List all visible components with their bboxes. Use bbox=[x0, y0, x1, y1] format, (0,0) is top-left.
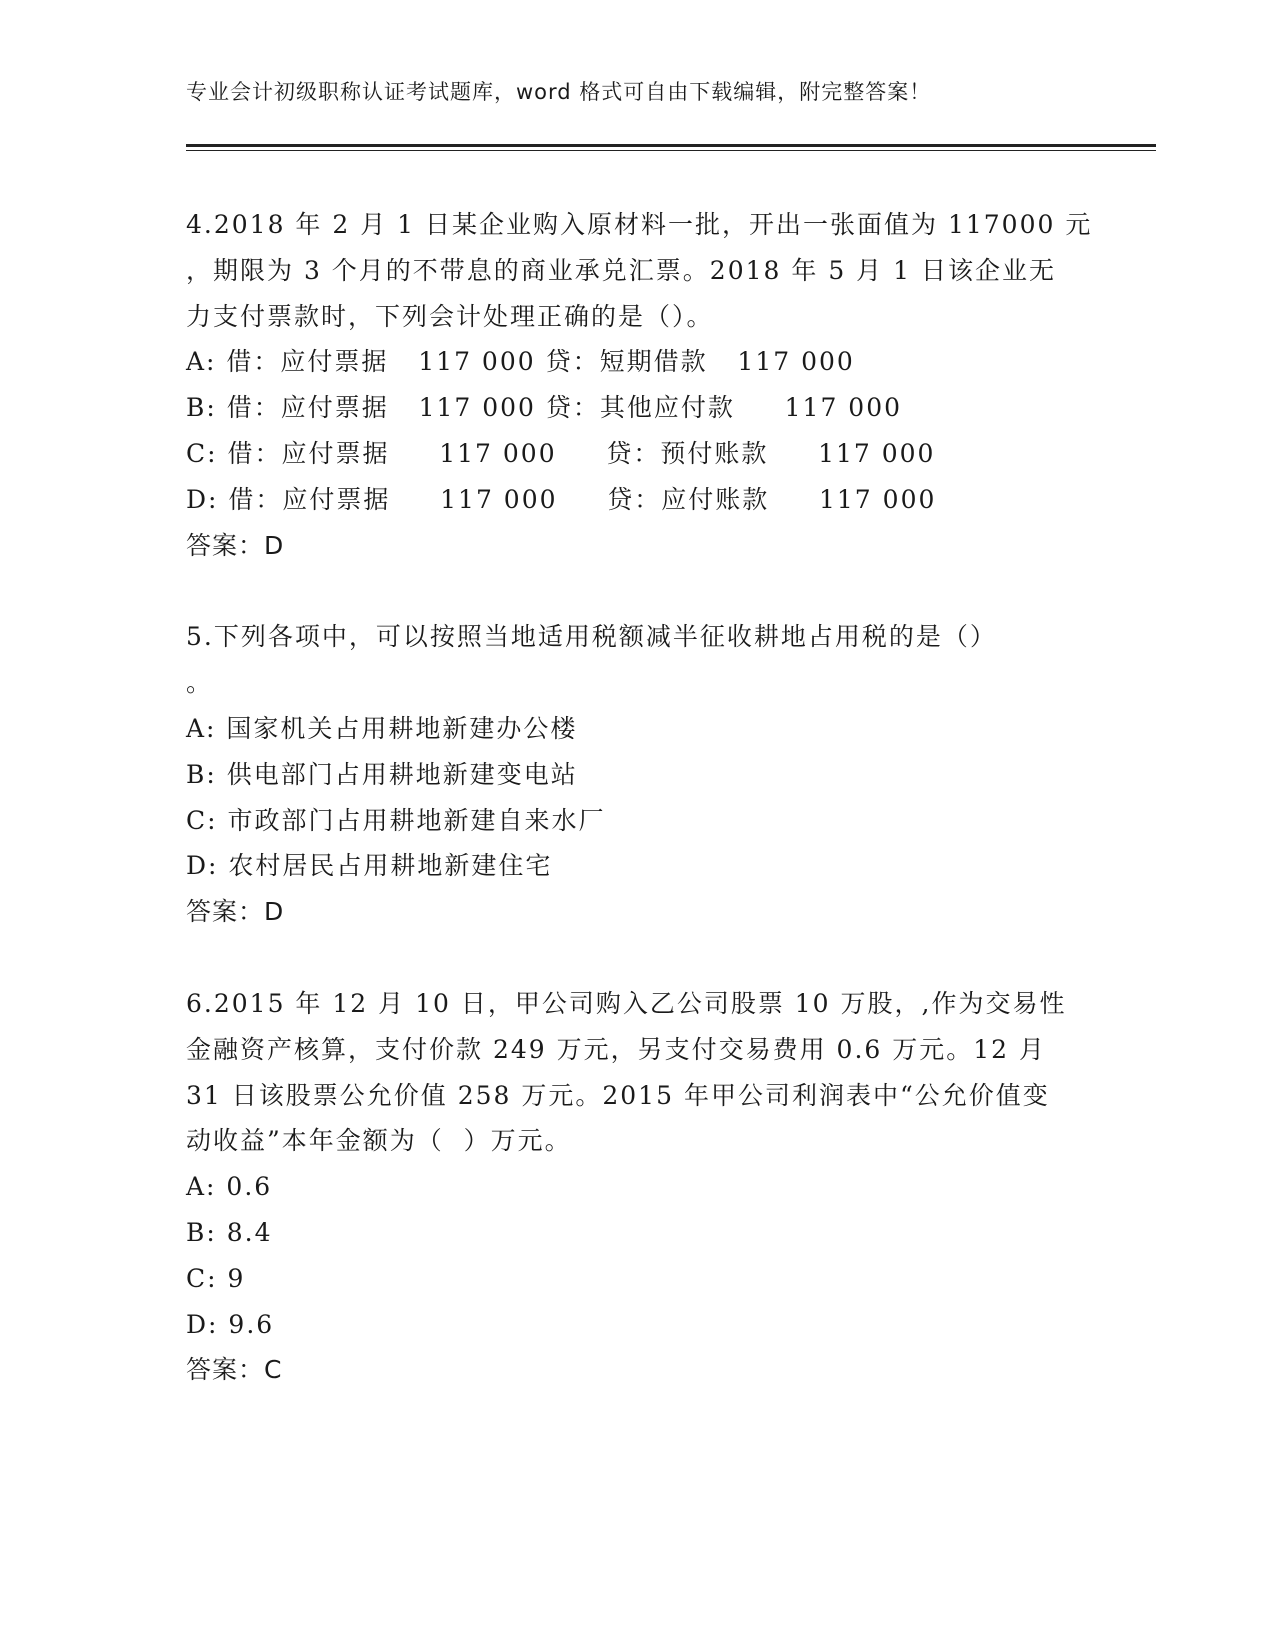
question-spacer bbox=[186, 935, 1086, 981]
option-b: B: 供电部门占用耕地新建变电站 bbox=[186, 759, 578, 789]
question-5 bbox=[186, 614, 1086, 935]
option-c: C: 市政部门占用耕地新建自来水厂 bbox=[186, 805, 606, 835]
question-stem-line: 31 日该股票公允价值 258 万元。2015 年甲公司利润表中“公允价值变 bbox=[186, 1080, 1050, 1110]
option-a: A: 国家机关占用耕地新建办公楼 bbox=[186, 713, 578, 743]
question-stem-line: 5.下列各项中，可以按照当地适用税额减半征收耕地占用税的是（） bbox=[186, 622, 997, 652]
answer: 答案：D bbox=[186, 530, 285, 560]
answer: 答案：D bbox=[186, 897, 285, 927]
header-rule-thin bbox=[186, 150, 1156, 151]
option-d: D: 9.6 bbox=[186, 1309, 275, 1339]
question-stem-line: 。 bbox=[186, 668, 214, 698]
header-rule-thick bbox=[186, 144, 1156, 147]
option-b: B: 借：应付票据 117 000 贷：其他应付款 117 000 bbox=[186, 393, 903, 423]
question-6 bbox=[186, 981, 1086, 1393]
option-c: C: 借：应付票据 117 000 贷：预付账款 117 000 bbox=[186, 438, 936, 468]
question-4 bbox=[186, 202, 1093, 568]
question-stem-line: 金融资产核算，支付价款 249 万元，另支付交易费用 0.6 万元。12 月 bbox=[186, 1034, 1047, 1064]
question-stem-line: 动收益”本年金额为（ ）万元。 bbox=[186, 1126, 572, 1156]
option-d: D: 借：应付票据 117 000 贷：应付账款 117 000 bbox=[186, 484, 937, 514]
option-b: B: 8.4 bbox=[186, 1217, 273, 1247]
option-c: C: 9 bbox=[186, 1263, 246, 1293]
option-a: A: 0.6 bbox=[186, 1172, 273, 1202]
page-header: 专业会计初级职称认证考试题库，word 格式可自由下载编辑，附完整答案！ bbox=[186, 80, 932, 104]
question-spacer bbox=[186, 568, 1086, 614]
question-stem-line: 6.2015 年 12 月 10 日，甲公司购入乙公司股票 10 万股，,作为交易性 bbox=[186, 988, 1067, 1018]
question-stem-line: 4.2018 年 2 月 1 日某企业购入原材料一批，开出一张面值为 117000 元 bbox=[186, 210, 1093, 239]
answer: 答案：C bbox=[186, 1355, 283, 1385]
question-stem-line: 力支付票款时，下列会计处理正确的是（）。 bbox=[186, 301, 714, 331]
question-stem-line: ，期限为 3 个月的不带息的商业承兑汇票。2018 年 5 月 1 日该企业无 bbox=[186, 255, 1056, 285]
question-list bbox=[186, 202, 1093, 1393]
option-a: A: 借：应付票据 117 000 贷：短期借款 117 000 bbox=[186, 347, 855, 377]
option-d: D: 农村居民占用耕地新建住宅 bbox=[186, 851, 553, 881]
